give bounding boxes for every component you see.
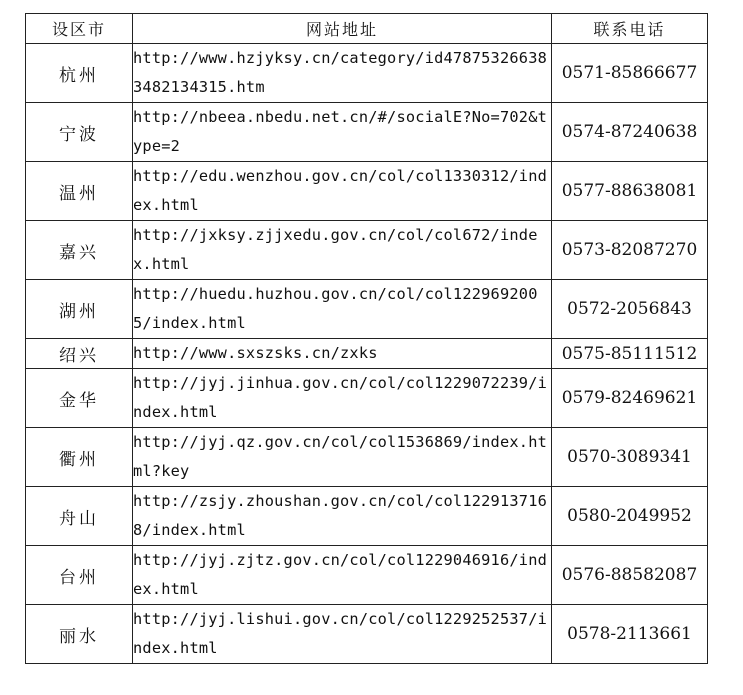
table-row (26, 428, 708, 487)
city-cell: 绍兴 (26, 339, 133, 369)
city-cell: 台州 (26, 546, 133, 605)
phone-cell: 0576-88582087 (552, 546, 708, 605)
phone-cell: 0574-87240638 (552, 103, 708, 162)
contacts-table (25, 13, 708, 664)
table-row (26, 162, 708, 221)
table-row (26, 339, 708, 369)
table-row (26, 221, 708, 280)
city-cell: 温州 (26, 162, 133, 221)
city-cell: 嘉兴 (26, 221, 133, 280)
phone-cell: 0579-82469621 (552, 369, 708, 428)
table-body (26, 44, 708, 664)
table-row (26, 487, 708, 546)
header-city: 设区市 (26, 14, 133, 44)
phone-cell: 0575-85111512 (552, 339, 708, 369)
phone-cell: 0572-2056843 (552, 280, 708, 339)
url-link[interactable]: http://nbeea.nbedu.net.cn/#/socialE?No=702&type=2 (133, 103, 552, 162)
city-cell: 湖州 (26, 280, 133, 339)
header-row (26, 14, 708, 44)
phone-cell: 0573-82087270 (552, 221, 708, 280)
city-cell: 丽水 (26, 605, 133, 664)
table-header (26, 14, 708, 44)
table-row (26, 44, 708, 103)
phone-cell: 0578-2113661 (552, 605, 708, 664)
phone-cell: 0577-88638081 (552, 162, 708, 221)
header-website: 网站地址 (133, 14, 552, 44)
url-link[interactable]: http://jyj.jinhua.gov.cn/col/col1229072239/index.html (133, 369, 552, 428)
phone-cell: 0571-85866677 (552, 44, 708, 103)
url-link[interactable]: http://huedu.huzhou.gov.cn/col/col1229692005/index.html (133, 280, 552, 339)
table-row (26, 103, 708, 162)
url-link[interactable]: http://edu.wenzhou.gov.cn/col/col1330312/index.html (133, 162, 552, 221)
city-cell: 金华 (26, 369, 133, 428)
header-phone: 联系电话 (552, 14, 708, 44)
city-cell: 衢州 (26, 428, 133, 487)
url-link[interactable]: http://zsjy.zhoushan.gov.cn/col/col1229137168/index.html (133, 487, 552, 546)
city-cell: 舟山 (26, 487, 133, 546)
url-link[interactable]: http://jyj.zjtz.gov.cn/col/col1229046916/index.html (133, 546, 552, 605)
city-cell: 宁波 (26, 103, 133, 162)
city-cell: 杭州 (26, 44, 133, 103)
url-link[interactable]: http://jyj.lishui.gov.cn/col/col1229252537/index.html (133, 605, 552, 664)
url-link[interactable]: http://jyj.qz.gov.cn/col/col1536869/index.html?key (133, 428, 552, 487)
table-row (26, 546, 708, 605)
table-row (26, 605, 708, 664)
url-link[interactable]: http://www.sxszsks.cn/zxks (133, 339, 552, 369)
table-row (26, 369, 708, 428)
url-link[interactable]: http://jxksy.zjjxedu.gov.cn/col/col672/index.html (133, 221, 552, 280)
phone-cell: 0580-2049952 (552, 487, 708, 546)
url-link[interactable]: http://www.hzjyksy.cn/category/id478753266383482134315.htm (133, 44, 552, 103)
phone-cell: 0570-3089341 (552, 428, 708, 487)
table-row (26, 280, 708, 339)
